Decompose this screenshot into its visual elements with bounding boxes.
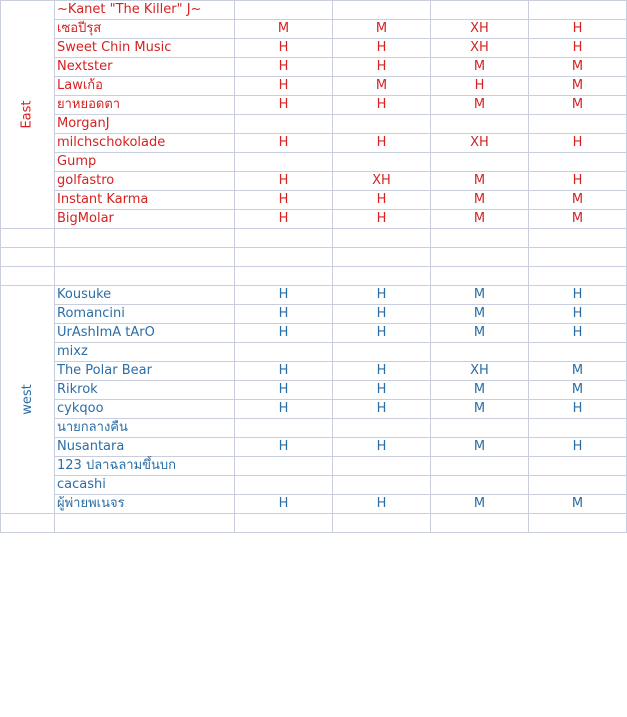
rating-cell[interactable] — [235, 114, 332, 133]
player-name-cell[interactable]: นายกลางคืน — [57, 420, 128, 435]
rating-cell[interactable]: M — [277, 21, 290, 36]
rating-cell[interactable]: M — [571, 59, 584, 74]
rating-cell[interactable]: H — [376, 363, 387, 378]
player-name-cell[interactable]: mixz — [57, 344, 88, 359]
rating-cell[interactable] — [529, 342, 626, 361]
player-name-cell[interactable]: Instant Karma — [57, 192, 149, 207]
player-name-cell[interactable]: Romancini — [57, 306, 125, 321]
rating-cell[interactable]: XH — [470, 363, 489, 378]
rating-cell[interactable]: H — [376, 97, 387, 112]
player-name-cell[interactable]: Kousuke — [57, 287, 112, 302]
rating-cell[interactable]: H — [278, 363, 289, 378]
rating-cell[interactable] — [431, 0, 528, 19]
rating-cell[interactable]: M — [473, 59, 486, 74]
player-name-cell[interactable]: milchschokolade — [57, 135, 166, 150]
rating-cell[interactable] — [235, 456, 332, 475]
rating-cell[interactable]: M — [473, 382, 486, 397]
rating-cell[interactable]: H — [376, 306, 387, 321]
rating-cell[interactable]: H — [278, 496, 289, 511]
rating-cell[interactable]: M — [571, 97, 584, 112]
player-name-cell[interactable]: cykqoo — [57, 401, 104, 416]
rating-cell[interactable]: H — [376, 211, 387, 226]
rating-cell[interactable]: H — [376, 325, 387, 340]
grid-row-line — [0, 513, 627, 514]
rating-cell[interactable] — [431, 342, 528, 361]
rating-cell[interactable]: H — [376, 496, 387, 511]
player-name-cell[interactable]: Sweet Chin Music — [57, 40, 172, 55]
rating-cell[interactable]: H — [278, 97, 289, 112]
rating-cell[interactable]: H — [278, 135, 289, 150]
rating-cell[interactable]: H — [278, 59, 289, 74]
rating-cell[interactable] — [431, 152, 528, 171]
player-name-cell[interactable]: Nusantara — [57, 439, 125, 454]
rating-cell[interactable] — [333, 456, 430, 475]
rating-cell[interactable]: H — [278, 401, 289, 416]
rating-cell[interactable]: M — [375, 21, 388, 36]
rating-cell[interactable] — [333, 152, 430, 171]
player-name-cell[interactable]: Rikrok — [57, 382, 98, 397]
rating-cell[interactable] — [529, 152, 626, 171]
rating-cell[interactable] — [529, 0, 626, 19]
rating-cell[interactable]: H — [572, 21, 583, 36]
rating-cell[interactable]: M — [473, 401, 486, 416]
player-name-cell[interactable]: cacashi — [57, 477, 106, 492]
rating-cell[interactable] — [529, 114, 626, 133]
rating-cell[interactable]: H — [376, 287, 387, 302]
rating-cell[interactable]: H — [572, 135, 583, 150]
rating-cell[interactable] — [235, 0, 332, 19]
rating-cell[interactable]: H — [572, 40, 583, 55]
rating-cell[interactable]: M — [473, 211, 486, 226]
rating-cell[interactable]: H — [376, 382, 387, 397]
rating-cell[interactable]: H — [278, 192, 289, 207]
rating-cell[interactable] — [529, 475, 626, 494]
rating-cell[interactable] — [235, 418, 332, 437]
grid-row-line — [0, 532, 627, 533]
rating-cell[interactable]: M — [571, 192, 584, 207]
rating-cell[interactable]: H — [572, 439, 583, 454]
rating-cell[interactable]: H — [278, 325, 289, 340]
grid-row-line — [0, 247, 627, 248]
rating-cell[interactable] — [431, 475, 528, 494]
rating-cell[interactable]: H — [474, 78, 485, 93]
rating-cell[interactable]: M — [473, 325, 486, 340]
rating-cell[interactable]: M — [375, 78, 388, 93]
rating-cell[interactable]: H — [572, 306, 583, 321]
rating-cell[interactable]: H — [572, 287, 583, 302]
rating-cell[interactable]: M — [571, 211, 584, 226]
rating-cell[interactable]: H — [278, 40, 289, 55]
player-name-cell[interactable]: 123 ปลาฉลามขึ้นบก — [57, 458, 177, 473]
group-label-west — [0, 285, 54, 513]
player-name-cell[interactable]: golfastro — [57, 173, 115, 188]
player-name-cell[interactable]: ยาหยอดตา — [57, 97, 121, 112]
rating-cell[interactable] — [235, 475, 332, 494]
grid-row-line — [0, 228, 627, 229]
rating-cell[interactable]: M — [473, 306, 486, 321]
rating-cell[interactable]: H — [376, 439, 387, 454]
rating-cell[interactable]: H — [376, 192, 387, 207]
rating-cell[interactable]: M — [571, 496, 584, 511]
rating-cell[interactable]: H — [376, 59, 387, 74]
rating-cell[interactable]: H — [376, 135, 387, 150]
rating-cell[interactable]: M — [473, 287, 486, 302]
rating-cell[interactable]: H — [376, 40, 387, 55]
rating-cell[interactable] — [333, 475, 430, 494]
rating-cell[interactable]: XH — [470, 135, 489, 150]
rating-cell[interactable]: H — [572, 401, 583, 416]
player-name-cell[interactable]: Lawเก้อ — [57, 78, 103, 93]
rating-cell[interactable]: M — [571, 78, 584, 93]
rating-cell[interactable]: M — [473, 97, 486, 112]
group-label-east — [0, 0, 54, 228]
player-name-cell[interactable]: ~Kanet "The Killer" J~ — [57, 2, 202, 17]
rating-cell[interactable]: XH — [372, 173, 391, 188]
rating-cell[interactable]: XH — [470, 21, 489, 36]
rating-cell[interactable]: H — [376, 401, 387, 416]
rating-cell[interactable] — [431, 456, 528, 475]
group-label-text: East — [19, 99, 35, 129]
rating-cell[interactable]: H — [278, 287, 289, 302]
player-name-cell[interactable]: ผู้พ่ายพเนจร — [57, 496, 125, 511]
grid-row-line — [0, 266, 627, 267]
rating-cell[interactable]: XH — [470, 40, 489, 55]
rating-cell[interactable]: M — [571, 382, 584, 397]
rating-cell[interactable] — [333, 0, 430, 19]
player-name-cell[interactable]: Gump — [57, 154, 97, 169]
rating-cell[interactable]: M — [473, 173, 486, 188]
player-name-cell[interactable]: Nextster — [57, 59, 113, 74]
rating-cell[interactable]: H — [572, 325, 583, 340]
player-name-cell[interactable]: MorganJ — [57, 116, 110, 131]
rating-cell[interactable] — [529, 456, 626, 475]
rating-cell[interactable]: H — [278, 382, 289, 397]
rating-cell[interactable]: H — [278, 306, 289, 321]
rating-cell[interactable]: H — [572, 173, 583, 188]
rating-cell[interactable]: H — [278, 173, 289, 188]
rating-cell[interactable] — [235, 152, 332, 171]
rating-cell[interactable] — [333, 114, 430, 133]
player-name-cell[interactable]: BigMolar — [57, 211, 114, 226]
player-name-cell[interactable]: เซอปีรุส — [57, 21, 102, 36]
player-name-cell[interactable]: The Polar Bear — [57, 363, 152, 378]
rating-cell[interactable] — [431, 418, 528, 437]
rating-cell[interactable]: H — [278, 439, 289, 454]
rating-cell[interactable] — [235, 342, 332, 361]
player-name-cell[interactable]: UrAshImA tArO — [57, 325, 155, 340]
rating-cell[interactable]: H — [278, 211, 289, 226]
rating-cell[interactable] — [333, 418, 430, 437]
rating-cell[interactable] — [333, 342, 430, 361]
rating-cell[interactable]: M — [571, 363, 584, 378]
group-label-text: west — [19, 383, 35, 415]
rating-cell[interactable] — [431, 114, 528, 133]
rating-cell[interactable]: M — [473, 192, 486, 207]
rating-cell[interactable]: M — [473, 496, 486, 511]
rating-cell[interactable]: H — [278, 78, 289, 93]
rating-cell[interactable] — [529, 418, 626, 437]
rating-cell[interactable]: M — [473, 439, 486, 454]
